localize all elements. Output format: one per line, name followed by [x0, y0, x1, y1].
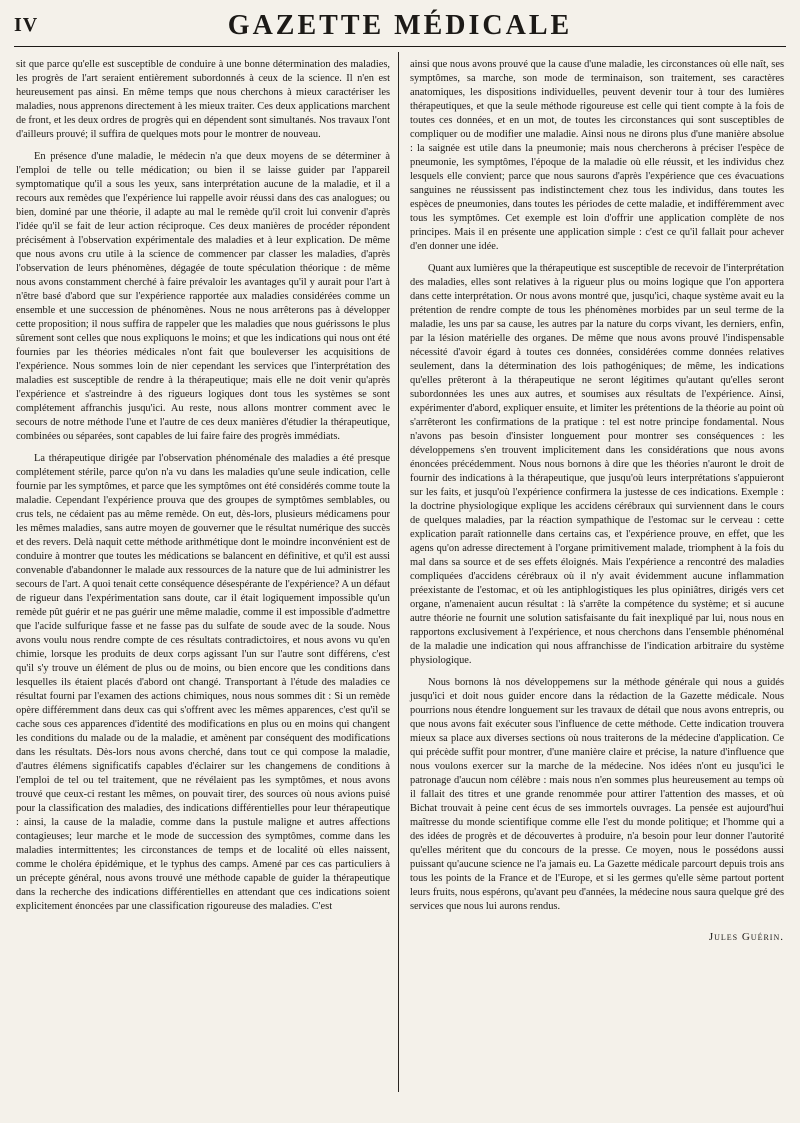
paragraph: En présence d'une maladie, le médecin n'a que deux moyens de se déterminer à l'emploi de telle ou telle médication; ou bien il se laisse guider par l'appareil symptomatique qu'il a sous les yeux, sans interprétation aucune de la maladie, et il a recours aux remèdes que l'expérience lui rappelle avoir réussi dans des cas analogues; ou bien, dominé par une théorie, il adapte au mal le remède qu'il croit lui convenir d'après l'idée qu'il se fait de leur action réciproque. Ces deux manières de procéder répondent précisément à l'observation expérimentale des maladies et à leur explication. De même que nous avons cru utile à la science de commencer par classer les maladies, d'après l'observation de leurs phénomènes, dégagée de toute spéculation théorique : de même nous avons constamment cherché à faire prévaloir les avantages qu'il y aurait pour l'art à n'être basé d'abord que sur l'expérience rapportée aux maladies considérées comme un ensemble et une succession de phénomènes. Nous ne nous arrêterons pas à développer cette proposition; il nous suffira de rappeler que les maladies que nous guérissons le plus sûrement sont celles que nous expliquons le moins; et que les indications qui nous ont été fournies par les théories médicales n'ont fait que bouleverser les acquisitions de l'expérience. Nous sommes loin de nier cependant les services que l'interprétation des maladies est susceptible de rendre à la thérapeutique; mais elle ne doit venir qu'après l'expérience et s'astreindre à des rigueurs logiques dont tous les systèmes se sont complétement affranchis jusqu'ici. Au reste, nous allons montrer comment avec le secours de notre méthode l'une et l'autre de ces deux manières d'étudier la thérapeutique, combinées ou séparées, sont capables de lui faire faire des progrès immédiats.	[16, 151, 390, 442]
page-number: IV	[14, 14, 39, 36]
paragraph: sit que parce qu'elle est susceptible de conduire à une bonne détermination des maladies, les progrès de l'art seraient entièrement subordonnés à ceux de la science. Il n'en est heureusement pas ainsi. En même temps que nous cherchons à mieux caractériser les maladies, nous apprenons directement à les mieux traiter. Ces deux applications marchent de front, et les deux ordres de progrès qui en dépendent sont simultanés. Nos travaux l'ont d'ailleurs prouvé; il suffira de quelques mots pour le montrer de nouveau.	[16, 59, 390, 140]
paragraph: Nous bornons là nos développemens sur la méthode générale qui nous a guidés jusqu'ici et doit nous guider encore dans la rédaction de la Gazette médicale. Nous pourrions nous étendre longuement sur les travaux de détail que nous avons entrepris, ou que nous avons fait exécuter sous l'influence de cette méthode. Cette indication trouvera mieux sa place aux diverses sections où nous traiterons de la médecine d'application. Ce qui précède suffit pour montrer, d'une manière claire et précise, la nature d'influence que nous voulons exercer sur la marche de la médecine. Nos idées n'ont eu jusqu'ici le patronage d'aucun nom célèbre : mais nous n'en sommes plus heureusement au temps où il fallait des titres et une grande renommée pour attirer l'attention des masses, et où Bichat trouvait à peine cent écus de ses immortels ouvrages. La pensée est aujourd'hui maîtresse du monde scientifique comme elle l'est du monde politique; et l'homme qui a des idées de progrès et de découvertes à produire, n'a besoin pour leur donner l'autorité qu'elles méritent que du concours de la presse. Ce moyen, nous le possédons aussi puissant qu'aucune science ne l'a jamais eu. La Gazette médicale parcourt depuis trois ans tous les points de la France et de l'Europe, et si les germes qu'elle sème partout portent leurs fruits, nous espérons, qu'avant peu d'années, la médecine nous saura quelque gré des services que nous lui aurons rendus.	[410, 677, 784, 912]
paragraph: Quant aux lumières que la thérapeutique est susceptible de recevoir de l'interprétation des maladies, elles sont relatives à la rigueur plus ou moins logique que l'on apportera dans cette interprétation. Or nous avons montré que, jusqu'ici, chaque système avait eu la prétention de rendre compte de tous les phénomènes morbides par un seul terme de la maladie, les uns par sa cause, les autres par la nature du corps vivant, les derniers, enfin, par la lésion matérielle des organes. De même que nous avons prouvé l'indispensable nécessité d'avoir égard à toutes ces données, considérées comme données relatives seulement, dans la détermination des lois pathogéniques; de même, les indications qu'elles prêteront à la thérapeutique ne seront légitimes qu'autant qu'elles seront subordonnées les unes aux autres, et soumises aux résultats de l'expérience. Ainsi, expérimenter d'abord, expliquer ensuite, et limiter les prétentions de la théorie au point où s'arrêteront les confirmations de la pratique : tel est notre principe fondamental. Nous n'avons pas besoin d'insister longuement pour montrer ses conséquences : les développemens s'en trouvent implicitement dans les considérations que nous avons énoncées précédemment. Nous nous bornons à dire que les théories n'auront le droit de fournir des indications à la thérapeutique, que jusqu'où leurs interprétations s'appuieront sur les faits, et jusqu'où l'expérience confirmera la justesse de ces indications. Exemple : la doctrine physiologique explique les accidens cérébraux qui surviennent dans le cours de quelques maladies, par la réaction sympathique de l'estomac sur le cerveau : cette explication paraît rationnelle dans certains cas, et l'expérience prouve, en effet, que les agens qu'on adresse directement à l'organe primitivement malade, triomphent à la fois du mal dans sa source et de ses effets éloignés. Mais l'expérience a rencontré des maladies compliquées d'accidens cérébraux où il n'y avait évidemment aucune inflammation préexistante de l'estomac, et où les antiphlogistiques les plus opiniâtres, dirigés vers cet organe, n'amenaient aucun résultat : là s'arrête la compétence du système; et si aucune autre théorie ne fournit une solution satisfaisante du fait inexpliqué par lui, nous nous en rapportons exclusivement à l'expérience, et nous cherchons dans l'ensemble phénoménal de la maladie une indication qui nous affranchisse de l'indication arbitraire du système physiologique.	[410, 263, 784, 666]
page-title: GAZETTE MÉDICALE	[227, 10, 573, 41]
right-column	[410, 58, 784, 944]
left-column	[16, 58, 390, 914]
paragraph: La thérapeutique dirigée par l'observation phénoménale des maladies a été presque complétement stérile, parce qu'on n'a vu dans les maladies qu'une seule indication, celle fournie par les symptômes, et parce que les symptômes ont été considérés comme toute la maladie. Cependant l'expérience prouva que des groupes de symptômes semblables, ou crus tels, ne cédaient pas au même remède. On eut, dès-lors, plusieurs médicamens pour les mêmes maladies, sans autre moyen de gouverner que le résultat numérique des succès et des revers. Delà naquit cette méthode arithmétique dont le moindre inconvénient est de conduire à montrer que toutes les médications se balancent en définitive, et qu'il est aussi convenable d'abandonner le malade aux ressources de la nature que de lui administrer les secours de l'art. A quoi tenait cette conséquence désespérante de l'expérience? A un défaut de rigueur dans l'expérimentation sans doute, car il était logiquement impossible qu'un remède pût guérir et ne pas guérir une même maladie, comme il est impossible d'admettre que l'acide sulfurique fasse et ne fasse pas du sulfate de soude avec de la soude. Nous avons voulu nous rendre compte de ces résultats contradictoires, et nous avons vu qu'en chimie, lorsque les produits de deux corps agissant l'un sur l'autre sont différens, c'est qu'il s'y trouve un élément de plus ou de moins, ou bien encore que les conditions dans lesquelles ils étaient placés d'abord ont changé. Transportant à l'étude des maladies ce résultat fourni par l'examen des actions chimiques, nous nous sommes dit : Si un remède opère différemment dans deux cas qui s'offrent avec les mêmes apparences, c'est qu'il se cache sous ces apparences d'identité des modifications en plus ou en moins qui changent les conditions du malade ou de la maladie, et amènent par conséquent des modifications dans les résultats. Dès-lors nous avons cherché, dans tout ce qui compose la maladie, d'autres élémens significatifs capables d'éclairer sur les changemens de conditions à l'emploi de tel ou tel traitement, que ne révélaient pas les symptômes, et nous avons trouvé que ceux-ci restant les mêmes, on pouvait tirer, des sources où nous avions puisé pour la classification des maladies, des indications différentielles pour leur thérapeutique : ainsi, la cause de la maladie, comme dans la pustule maligne et autres affections contagieuses; leur marche et le mode de succession des symptômes, comme dans les maladies intermittentes; les circonstances de temps et de localité où elles naissent, comme le choléra épidémique, et le typhus des camps. Amené par ces cas particuliers à un précepte général, nous avons trouvé une méthode capable de guider la thérapeutique dans la recherche des indications différentielles en attendant que ces indications soient explicitement énoncées par une classification rigoureuse des maladies. C'est	[16, 453, 390, 912]
page-header	[14, 10, 786, 40]
column-divider	[398, 52, 399, 1092]
paragraph: ainsi que nous avons prouvé que la cause d'une maladie, les circonstances où elle naît, ses symptômes, sa marche, son mode de terminaison, son traitement, ses caractères anatomiques, les dispositions individuelles, peuvent devenir tour à tour des lumières thérapeutiques, et que la seule méthode rigoureuse est celle qui tient compte à la fois de toutes ces données, et en un mot, de toutes les circonstances qui sont susceptibles de compliquer ou de modifier une maladie. Ainsi nous ne dirons plus d'une manière absolue : la saignée est utile dans la pneumonie; mais nous chercherons à préciser l'espèce de pneumonie, les symptômes, l'époque de la maladie où elle réussit, et les individus chez lesquels elle convient; parce que nous saurons d'après l'expérience que ces évacuations sanguines ne réussissent pas indistinctement chez tous les individus, dans toutes les espèces de pneumonies, dans toutes les périodes de cette maladie, et indifféremment avec tous les symptômes. Cet exemple est loin d'offrir une application complète de nos principes. Mais il en présente une application simple : c'est ce qu'il fallait pour achever d'en donner une idée.	[410, 59, 784, 252]
author-signature: Jules Guérin.	[708, 931, 784, 943]
header-rule	[14, 46, 786, 47]
